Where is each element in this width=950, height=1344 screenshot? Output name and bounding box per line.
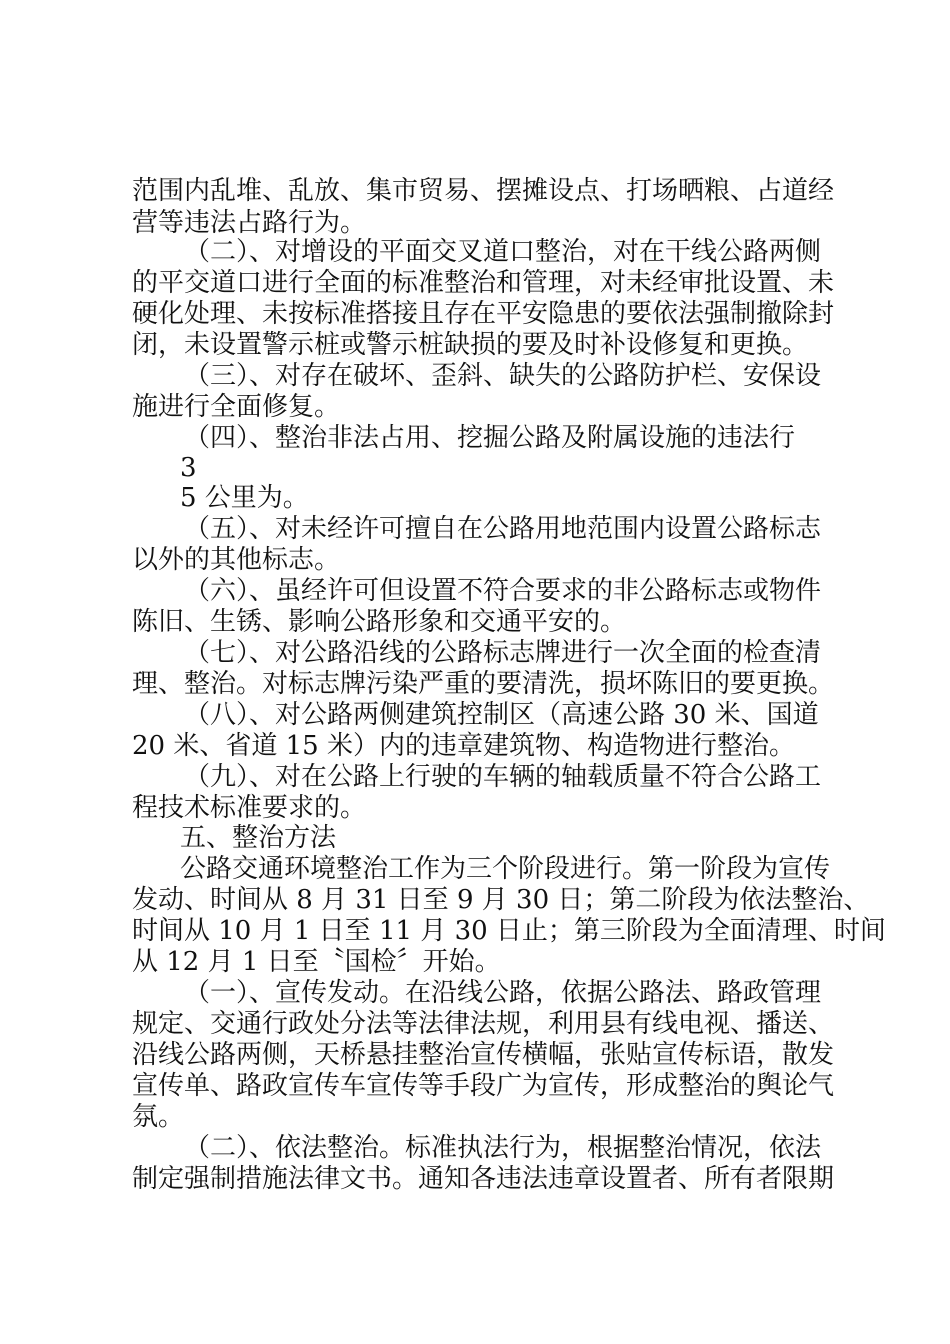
text-line: 沿线公路两侧，天桥悬挂整治宣传横幅，张贴宣传标语，散发: [132, 1040, 835, 1070]
text-line: 时间从 10 月 1 日至 11 月 30 日止；第三阶段为全面清理、时间: [132, 916, 886, 946]
text-line: （九）、对在公路上行驶的车辆的轴载质量不符合公路工: [184, 762, 822, 792]
text-line: （三）、对存在破坏、歪斜、缺失的公路防护栏、安保设: [184, 361, 822, 391]
text-line: 陈旧、生锈、影响公路形象和交通平安的。: [132, 607, 627, 637]
text-line: 以外的其他标志。: [132, 545, 341, 575]
text-line: （二）、对增设的平面交叉道口整治，对在干线公路两侧: [184, 237, 822, 267]
text-line: 发动、时间从 8 月 31 日至 9 月 30 日；第二阶段为依法整治、: [132, 885, 870, 915]
text-line: 范围内乱堆、乱放、集市贸易、摆摊设点、打场晒粮、占道经: [132, 176, 835, 206]
text-line: 闭，未设置警示桩或警示桩缺损的要及时补设修复和更换。: [132, 330, 809, 360]
text-line: 规定、交通行政处分法等法律法规，利用县有线电视、播送、: [132, 1009, 835, 1039]
page-number: 3: [180, 453, 197, 483]
text-line: （一）、宣传发动。在沿线公路，依据公路法、路政管理: [184, 978, 822, 1008]
text-line: 程技术标准要求的。: [132, 793, 367, 823]
text-line: 营等违法占路行为。: [132, 208, 367, 238]
text-line: （八）、对公路两侧建筑控制区（高速公路 30 米、国道: [184, 700, 819, 730]
text-line: 宣传单、路政宣传车宣传等手段广为宣传，形成整治的舆论气: [132, 1071, 835, 1101]
text-line: 的平交道口进行全面的标准整治和管理，对未经审批设置、未: [132, 268, 835, 298]
text-line: （六）、虽经许可但设置不符合要求的非公路标志或物件: [184, 576, 822, 606]
text-line: 氛。: [132, 1102, 185, 1132]
text-line: 公路交通环境整治工作为三个阶段进行。第一阶段为宣传: [180, 854, 831, 884]
text-line: 理、整治。对标志牌污染严重的要清洗，损坏陈旧的要更换。: [132, 669, 835, 699]
section-heading: 五、整治方法: [180, 823, 337, 853]
text-line: （五）、对未经许可擅自在公路用地范围内设置公路标志: [184, 514, 822, 544]
text-line: 施进行全面修复。: [132, 392, 341, 422]
text-line: 制定强制措施法律文书。通知各违法违章设置者、所有者限期: [132, 1164, 835, 1194]
text-line: 硬化处理、未按标准搭接且存在平安隐患的要依法强制撤除封: [132, 299, 835, 329]
text-line: （七）、对公路沿线的公路标志牌进行一次全面的检查清: [184, 638, 822, 668]
text-line: 从 12 月 1 日至〝国检〞开始。: [132, 947, 501, 977]
text-line: 5 公里为。: [180, 483, 309, 513]
text-line: （二）、依法整治。标准执法行为，根据整治情况，依法: [184, 1133, 822, 1163]
text-line: （四）、整治非法占用、挖掘公路及附属设施的违法行: [184, 423, 796, 453]
text-line: 20 米、省道 15 米）内的违章建筑物、构造物进行整治。: [132, 731, 795, 761]
